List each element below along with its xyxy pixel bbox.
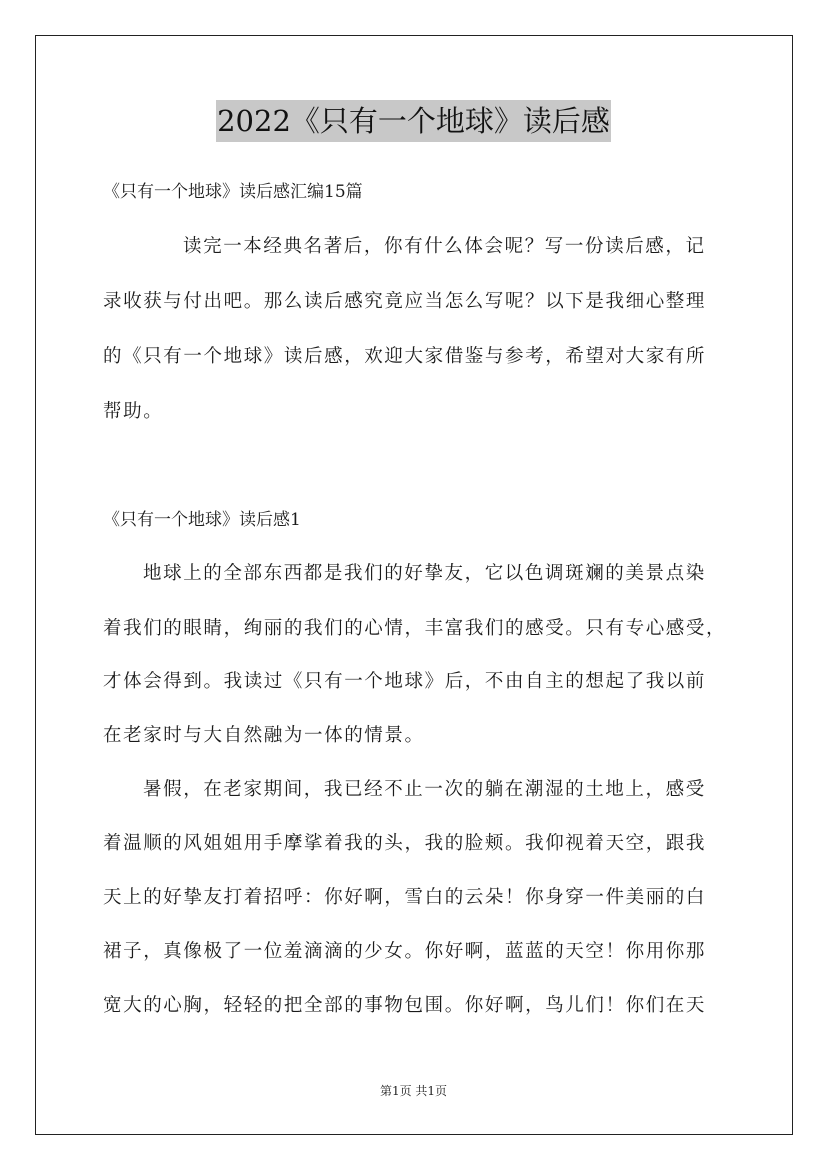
para2-line-2: 着温顺的风姐姐用手摩挲着我的头，我的脸颊。我仰视着天空，跟我 bbox=[103, 833, 707, 854]
para1-line-3: 才体会得到。我读过《只有一个地球》后，不由自主的想起了我以前 bbox=[103, 671, 707, 692]
title-container bbox=[0, 100, 827, 142]
section-heading: 《只有一个地球》读后感1 bbox=[103, 510, 301, 530]
para2-line-1: 暑假，在老家期间，我已经不止一次的躺在潮湿的土地上，感受 bbox=[143, 779, 706, 800]
intro-line-2: 录收获与付出吧。那么读后感究竟应当怎么写呢？以下是我细心整理 bbox=[103, 291, 707, 312]
para2-line-4: 裙子，真像极了一位羞滴滴的少女。你好啊，蓝蓝的天空！你用你那 bbox=[103, 941, 707, 962]
document-title: 2022《只有一个地球》读后感 bbox=[216, 100, 611, 142]
para2-line-5: 宽大的心胸，轻轻的把全部的事物包围。你好啊，鸟儿们！你们在天 bbox=[103, 995, 707, 1016]
intro-line-1: 读完一本经典名著后，你有什么体会呢？写一份读后感，记 bbox=[183, 236, 706, 257]
page-footer: 第1页 共1页 bbox=[379, 1084, 448, 1098]
intro-line-3: 的《只有一个地球》读后感，欢迎大家借鉴与参考，希望对大家有所 bbox=[103, 346, 707, 367]
para1-line-1: 地球上的全部东西都是我们的好挚友，它以色调斑斓的美景点染 bbox=[143, 563, 706, 584]
document-subtitle: 《只有一个地球》读后感汇编15篇 bbox=[103, 182, 363, 202]
para2-line-3: 天上的好挚友打着招呼：你好啊，雪白的云朵！你身穿一件美丽的白 bbox=[103, 887, 707, 908]
para1-line-2: 着我们的眼睛，绚丽的我们的心情，丰富我们的感受。只有专心感受， bbox=[103, 618, 727, 639]
intro-line-4: 帮助。 bbox=[103, 401, 164, 422]
para1-line-4: 在老家时与大自然融为一体的情景。 bbox=[103, 725, 425, 746]
